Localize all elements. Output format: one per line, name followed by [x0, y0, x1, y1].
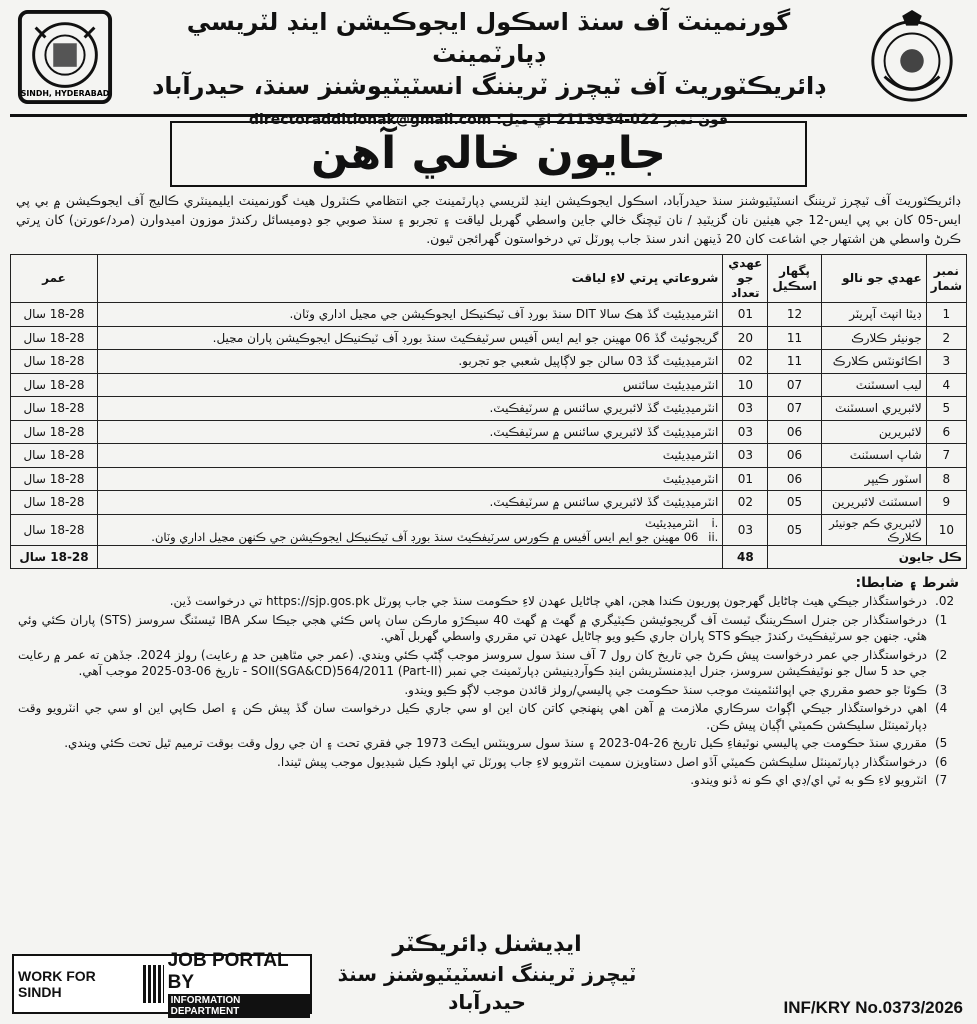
- row-post-name: ڊيٽا انپٽ آپريٽر: [821, 303, 926, 327]
- table-row: [11, 491, 967, 515]
- row-qualification: انٽرميڊيئيٽ گڏ لائبريري سائنس ۾ سرٽيفڪيٽ.: [98, 491, 723, 515]
- total-row: [11, 545, 967, 569]
- contact-line: [130, 108, 847, 132]
- table-row: [11, 373, 967, 397]
- phone-number: 022-2113934: [556, 112, 660, 128]
- row-post-count: 10: [723, 373, 768, 397]
- table-row: [11, 397, 967, 421]
- row-serial: 9: [926, 491, 966, 515]
- footer: [10, 924, 967, 1020]
- row-pay-scale: 06: [768, 420, 821, 444]
- row-post-name: لائبريري اسسٽنٽ: [821, 397, 926, 421]
- row-post-name: جونيئر ڪلارڪ: [821, 326, 926, 350]
- table-row: [11, 514, 967, 545]
- term-text: ڪوٽا جو حصو مقرري جي اپوائنٽمينٽ موجب سنڌ حڪومت جي پاليسي/رولز قائدن موجب لاڳو ڪيو ويندو.: [404, 682, 927, 697]
- row-post-count: 02: [723, 350, 768, 374]
- term-text: درخواستگذار ڊپارٽمينٽل سليڪشن ڪميٽي آڏو اصل دستاويزن سميت انٽرويو لاءِ جاب پورٽل تي اپلوڊ ڪيل شيڊيول موجب پيش ٿيندا.: [277, 754, 927, 769]
- sindh-government-seal-icon: [863, 8, 961, 106]
- row-age: 18-28 سال: [11, 326, 98, 350]
- term-text: اهي درخواستگذار جيڪي اڳواٽ سرڪاري ملازمت ۾ آهن اهي پنهنجي کاتن کان اين او سي جاري ڪيل درخواست سان گڏ پيش ڪن ۽ اصل ڪاپي اين او سي جي انٽرويو وقت ڊپارٽمينٽل سليڪشن ڪميٽي اڳيان پيش ڪن.: [18, 701, 927, 732]
- signatory-title: ايڊيشنل ڊائريڪٽر: [392, 932, 582, 957]
- row-qualification: انٽرميڊيئيٽ سائنس: [98, 373, 723, 397]
- row-qualification: انٽرميڊيئيٽ گڏ لائبريري سائنس ۾ سرٽيفڪيٽ.: [98, 420, 723, 444]
- row-age: 18-28 سال: [11, 514, 98, 545]
- row-qualification: انٽرميڊيئيٽ گڏ 03 سالن جو لاڳاپيل شعبي جو تجربو.: [98, 350, 723, 374]
- row-qualification: [98, 514, 723, 545]
- row-post-name: اسٽور ڪيپر: [821, 467, 926, 491]
- email-label: اي ميل:: [496, 112, 552, 128]
- row-pay-scale: 05: [768, 491, 821, 515]
- terms-title: شرط ۽ ضابطا:: [855, 575, 959, 591]
- header-pay-scale: پگهار اسڪيل: [768, 255, 821, 303]
- term-text: درخواستگذار جن جنرل اسڪريننگ ٽيسٽ آف گريجوئيشن ڪيٽيگري ۾ گهٽ ۾ گهٽ 40 سيڪڙو مارڪن سان پاس ڪئي هجي جيڪا سکر IBA ٽيسٽنگ سروسز (STS) پاران ڪئي وئي هئي. جنهن جو سرٽيفڪيٽ رکندڙ جيڪو STS پاران جاري ڪيو ويو ڄاڻايل عهدن تي مقرري واسطي گهربل آهي.: [18, 612, 927, 643]
- list-item: [18, 682, 959, 699]
- row-qualification: گريجوئيٽ گڏ 06 مهينن جو ايم ايس آفيس سرٽيفڪيٽ سنڌ بورڊ آف ٽيڪنيڪل ايجوڪيشن پاران مڃيل.: [98, 326, 723, 350]
- email-address: directoradditionak@gmail.com: [248, 112, 492, 128]
- table-row: [11, 420, 967, 444]
- row-age: 18-28 سال: [11, 444, 98, 468]
- phone-label: فون نمبر: [664, 112, 729, 128]
- row-serial: 1: [926, 303, 966, 327]
- row-serial: 4: [926, 373, 966, 397]
- row-serial: 3: [926, 350, 966, 374]
- row-post-name: لائبريرين: [821, 420, 926, 444]
- row-pay-scale: 06: [768, 467, 821, 491]
- row-pay-scale: 07: [768, 397, 821, 421]
- row-post-name: اڪائونٽس ڪلارڪ: [821, 350, 926, 374]
- term-number: (7: [935, 773, 948, 787]
- row-serial: 7: [926, 444, 966, 468]
- row-qualification: انٽرميڊيئيٽ: [98, 444, 723, 468]
- row-age: 18-28 سال: [11, 467, 98, 491]
- list-item: [18, 700, 959, 733]
- total-empty: [98, 545, 723, 569]
- row-age: 18-28 سال: [11, 420, 98, 444]
- row-post-count: 03: [723, 420, 768, 444]
- table-row: [11, 326, 967, 350]
- signatory-office: ٽيچرز ٽريننگ انسٽيٽيوشنز سنڌ حيدرآباد: [337, 962, 637, 1014]
- row-post-count: 01: [723, 467, 768, 491]
- row-pay-scale: 05: [768, 514, 821, 545]
- vacancies-table: [10, 254, 967, 569]
- logo-caption: SINDH, HYDERABAD: [20, 89, 110, 99]
- row-serial: 8: [926, 467, 966, 491]
- row-post-count: 03: [723, 514, 768, 545]
- list-item: [102, 516, 718, 530]
- row-post-count: 01: [723, 303, 768, 327]
- header: [10, 6, 967, 128]
- term-number: (1: [935, 612, 948, 627]
- header-age: عمر: [11, 255, 98, 303]
- row-post-count: 20: [723, 326, 768, 350]
- list-item-number: ii.: [708, 529, 719, 544]
- row-pay-scale: 12: [768, 303, 821, 327]
- total-label: ڪل جايون: [768, 545, 967, 569]
- term-number: (5: [935, 736, 948, 750]
- table-header-row: [11, 255, 967, 303]
- list-item-text: انٽرميڊيئيٽ: [645, 515, 699, 530]
- terms-list: [18, 593, 959, 789]
- term-text: درخواستگذار جي عمر درخواست پيش ڪرڻ جي تاريخ کان رول 7 آف سنڌ سول سروسز موجب ڳڻپ ڪئي ويندي. (عمر جي مٿاهين حد ۾ رعايت) رولز 2024. جڏهن ته عمر ۾ رعايت جي حد 5 سال جو نوٽيفڪيشن سروسز، جنرل ايڊمنسٽريشن اينڊ ڪوآرڊينيشن ڊپارٽمينٽ جي نمبر SOII(SGA&CD)564/2011 (Part-II) - تاريخ 06-03-2025 موجب آهي.: [18, 647, 927, 678]
- row-pay-scale: 06: [768, 444, 821, 468]
- header-post-count: عهدي جو تعداد: [723, 255, 768, 303]
- header-serial: نمبر شمار: [926, 255, 966, 303]
- row-serial: 6: [926, 420, 966, 444]
- table-row: [11, 444, 967, 468]
- list-item: [18, 593, 959, 610]
- work-for-sindh-logo: WORK FOR SINDH: [18, 968, 96, 1000]
- term-text: مقرري سنڌ حڪومت جي پاليسي نوٽيفاءِ ڪيل تاريخ 26-04-2023 ۽ سنڌ سول سروينٽس ايڪٽ 1973 جي فقري تحت ۽ ان جي رول وقت بوقت ترميم ٿيل تحت ڪئي ويندي.: [64, 736, 927, 750]
- directorate-title: ڊائريڪٽوريٽ آف ٽيچرز ٽريننگ انسٽيٽيوشنز سنڌ، حيدرآباد: [152, 72, 825, 100]
- row-age: 18-28 سال: [11, 350, 98, 374]
- term-number: .02: [935, 594, 955, 608]
- row-age: 18-28 سال: [11, 303, 98, 327]
- list-item: [102, 530, 718, 544]
- row-age: 18-28 سال: [11, 373, 98, 397]
- vacancies-headline: جايون خالي آهن: [170, 121, 807, 187]
- list-item: [18, 754, 959, 771]
- row-post-count: 03: [723, 397, 768, 421]
- row-post-count: 02: [723, 491, 768, 515]
- signature-block: [307, 930, 667, 1016]
- department-title: گورنمينٽ آف سنڌ اسڪول ايجوڪيشن اينڊ لٽريسي ڊپارٽمينٽ: [186, 8, 791, 68]
- row-pay-scale: 11: [768, 326, 821, 350]
- table-row: [11, 303, 967, 327]
- row-serial: 10: [926, 514, 966, 545]
- reference-number: INF/KRY No.0373/2026: [783, 998, 963, 1017]
- list-item: [18, 772, 959, 789]
- qr-code-icon: [143, 965, 164, 1003]
- job-portal-label: [168, 950, 310, 1018]
- table-row: [11, 467, 967, 491]
- information-department-label: INFORMATION DEPARTMENT: [168, 994, 310, 1018]
- job-portal-title: JOB PORTAL BY: [167, 950, 289, 993]
- row-post-name: اسسٽنٽ لائبريرين: [821, 491, 926, 515]
- row-qualification: انٽرميڊيئيٽ گڏ هڪ سالا DIT سنڌ بورڊ آف ٽيڪنيڪل ايجوڪيشن جي مڃيل اداري وٽان.: [98, 303, 723, 327]
- list-item-text: 06 مهينن جو ايم ايس آفيس ۾ ڪورس سرٽيفڪيٽ سنڌ بورڊ آف ٽيڪنيڪل ايجوڪيشن جي ڪنهن مڃيل اداري وٽان.: [151, 529, 699, 544]
- row-qualification: انٽرميڊيئيٽ: [98, 467, 723, 491]
- list-item: [18, 647, 959, 680]
- row-age: 18-28 سال: [11, 491, 98, 515]
- term-number: (3: [935, 682, 948, 697]
- intro-paragraph: ڊائريڪٽوريٽ آف ٽيچرز ٽريننگ انسٽيٽيوشنز سنڌ حيدرآباد، اسڪول ايجوڪيشن اينڊ لٽريسي ڊپارٽمينٽ جي انتظامي ڪنٽرول هيٺ گورنمينٽ ايليمينٽري ڪاليج آف ايجوڪيشن ۾ بي پي ايس-05 کان بي پي ايس-12 جي هيٺين نان گزيٽيڊ / نان ٽيچنگ خالي جاين واسطي گهربل لياقت ۽ تجربو ۽ سنڌ صوبي جو ڊوميسائل رکندڙ موزون اميدوارن (مرد/عورتن) کان ڀرتي ڪرڻ واسطي هن اشتهار جي اشاعت کان 20 ڏينهن اندر سنڌ جاب پورٽل تي درخواستون گهرائجن ٿيون.: [16, 193, 961, 246]
- row-post-name: شاپ اسسٽنٽ: [821, 444, 926, 468]
- header-text: [130, 6, 847, 132]
- row-post-count: 03: [723, 444, 768, 468]
- term-number: (6: [935, 754, 948, 769]
- row-post-name: لائبريري ڪم جونيئر ڪلارڪ: [821, 514, 926, 545]
- row-pay-scale: 07: [768, 373, 821, 397]
- term-number: (4: [935, 701, 948, 715]
- list-item: [18, 735, 959, 752]
- term-text: درخواستگذار جيڪي هيٺ ڄاڻايل گهرجون پوريون ڪندا هجن، اهي ڄاڻايل عهدن لاءِ حڪومت سنڌ جي جاب پورٽل https://sjp.gos.pk تي درخواست ڏين.: [169, 594, 927, 608]
- qualification-list: [102, 516, 718, 544]
- term-text: انٽرويو لاءِ ڪو به ٽي اي/ڊي اي ڪو نه ڏنو ويندو.: [690, 773, 927, 787]
- header-qualification: شروعاتي ڀرتي لاءِ لياقت: [98, 255, 723, 303]
- header-post-name: عهدي جو نالو: [821, 255, 926, 303]
- row-pay-scale: 11: [768, 350, 821, 374]
- term-number: (2: [935, 647, 948, 662]
- row-serial: 5: [926, 397, 966, 421]
- institute-logo-icon: [16, 8, 114, 106]
- row-serial: 2: [926, 326, 966, 350]
- total-age: 18-28 سال: [11, 545, 98, 569]
- list-item-number: i.: [711, 515, 719, 530]
- list-item: [18, 612, 959, 645]
- row-post-name: ليب اسسٽنٽ: [821, 373, 926, 397]
- total-count: 48: [723, 545, 768, 569]
- job-portal-banner: [12, 950, 312, 1017]
- table-row: [11, 350, 967, 374]
- row-qualification: انٽرميڊيئيٽ گڏ لائبريري سائنس ۾ سرٽيفڪيٽ.: [98, 397, 723, 421]
- row-age: 18-28 سال: [11, 397, 98, 421]
